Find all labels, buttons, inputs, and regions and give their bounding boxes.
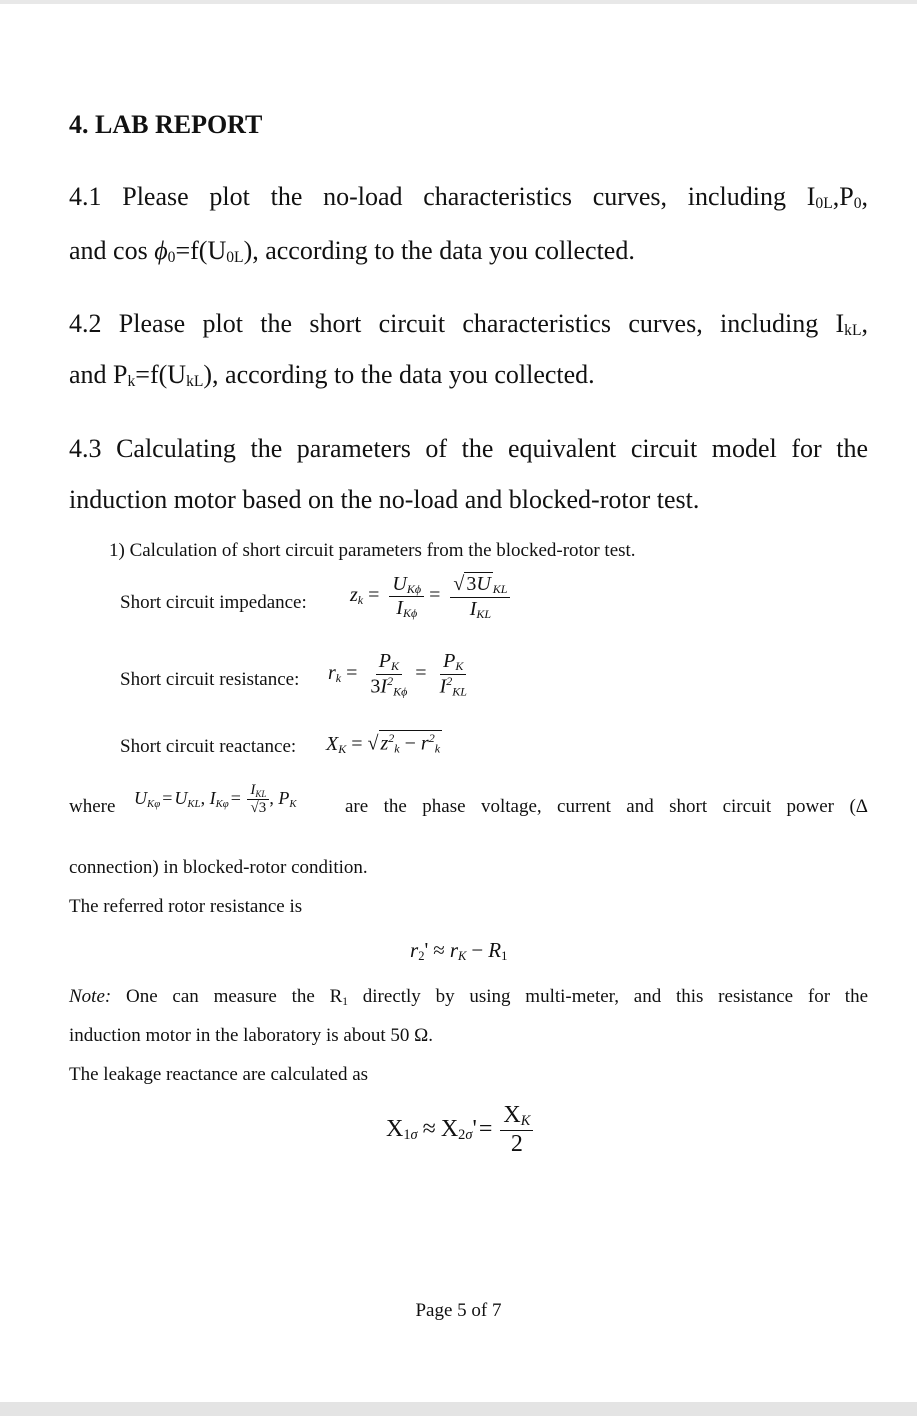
leakage-formula: $X_{1\sigma} \approx X_{2\sigma}'=$ $\frac{X_K}{2}$: [386, 1102, 533, 1158]
rotor-resistance-formula: $r_2' \approx r_K - R_1$: [410, 938, 508, 963]
section-heading: 4. LAB REPORT: [69, 110, 263, 139]
section-4-2-line-1: 4.2 Please plot the short circuit characteristics curves, including $I_{kL}$,: [69, 309, 868, 339]
where-description: are the phase voltage, current and short circuit power (Δ: [345, 796, 868, 817]
item-1-text: 1) Calculation of short circuit parameters from the blocked-rotor test.: [109, 540, 636, 561]
resistance-label: Short circuit resistance:: [120, 669, 300, 690]
where-word: where: [69, 796, 116, 817]
page-number: Page 5 of 7: [415, 1300, 502, 1321]
section-4-3-line-1: 4.3 Calculating the parameters of the equivalent circuit model for the: [69, 434, 868, 463]
section-4-1-line-2: and $\cos \phi_0=f(U_{0L})$, according to the data you collected.: [69, 236, 635, 266]
impedance-label: Short circuit impedance:: [120, 592, 307, 613]
document-page: [0, 4, 917, 1402]
reactance-label: Short circuit reactance:: [120, 736, 297, 757]
section-4-3-line-2: induction motor based on the no-load and blocked-rotor test.: [69, 485, 700, 514]
where-continuation: connection) in blocked-rotor condition.: [69, 857, 368, 878]
leakage-text: The leakage reactance are calculated as: [69, 1064, 369, 1085]
note-line-2: induction motor in the laboratory is about 50 Ω.: [69, 1025, 433, 1046]
reactance-formula: $X_K$ = √ $z^2_k - r^2_k$: [326, 731, 441, 756]
section-4-2-line-2: and $P_k=f(U_{kL})$, according to the data you collected.: [69, 360, 595, 390]
section-4-1-line-1: 4.1 Please plot the no-load characteristics curves, including $I_{0L},P_0$,: [69, 182, 868, 212]
note-line-1: Note: One can measure the $R_1$ directly by using multi-meter, and this resistance for the: [69, 986, 869, 1008]
impedance-formula: $z_k$ = $\frac{U_{K\phi}}{I_{K\phi}}$ = $\frac{√ 3U _{KL}}{I_{KL}}$: [350, 572, 510, 622]
resistance-formula: $r_k$ = $\frac{P_K}{3I^2_{K\phi}}$ = $\frac{P_K}{I^2_{KL}}$: [328, 650, 467, 699]
bottom-bar: [0, 1402, 917, 1416]
where-formula: $U_{K\varphi} = U_{KL}$, $I_{K\varphi}$ = $\frac{I_{KL}}{√3}$ , $P_K$: [134, 782, 297, 817]
rotor-resistance-text: The referred rotor resistance is: [69, 896, 303, 917]
